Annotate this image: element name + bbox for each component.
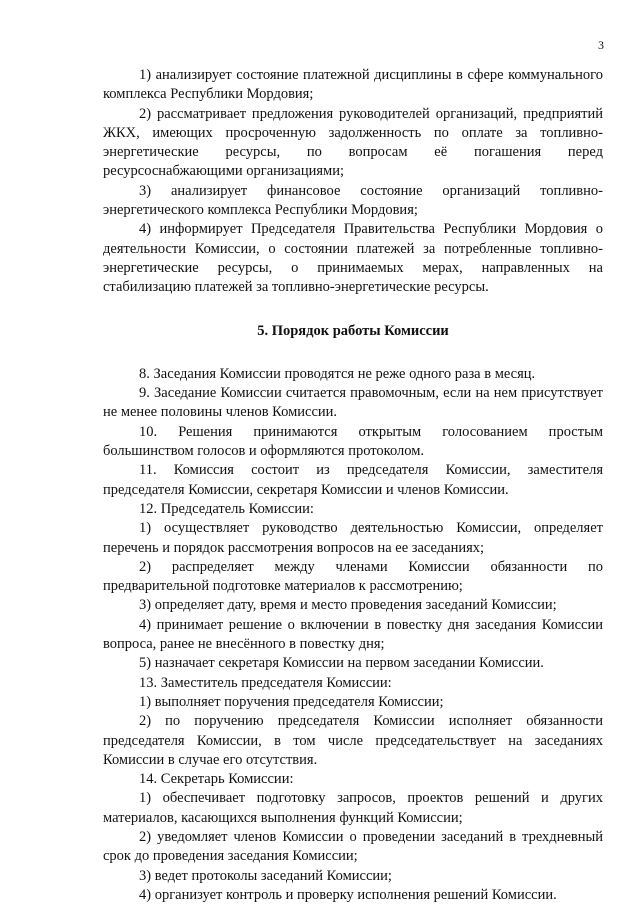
paragraph: 11. Комиссия состоит из председателя Комиссии, заместителя председателя Комиссии, секретаря Комиссии и членов Комиссии. — [103, 462, 603, 498]
section-heading: 5. Порядок работы Комиссии — [257, 322, 449, 339]
paragraph: 8. Заседания Комиссии проводятся не реже одного раза в месяц. — [139, 365, 536, 382]
paragraph: 3) ведет протоколы заседаний Комиссии; — [139, 867, 392, 884]
paragraph: 14. Секретарь Комиссии: — [139, 771, 294, 788]
paragraph: 2) рассматривает предложения руководителей организаций, предприятий ЖКХ, имеющих просроченную задолженность по оплате за топливно-энергетические ресурсы, по вопросам её погашения перед ресурсоснабжающими организациями; — [103, 105, 603, 180]
paragraph: 10. Решения принимаются открытым голосованием простым большинством голосов и оформляются протоколом. — [103, 423, 603, 460]
paragraph: 4) информирует Председателя Правительства Республики Мордовия о деятельности Комиссии, о состоянии платежей за потребленные топливно-энергетические ресурсы, о принимаемых мерах, направленных на стабилизацию платежей за топливно-энергетические ресурсы. — [103, 221, 603, 296]
paragraph: 5) назначает секретаря Комиссии на первом заседании Комиссии. — [139, 655, 544, 672]
paragraph: 4) организует контроль и проверку исполнения решений Комиссии. — [139, 886, 557, 903]
paragraph: 1) анализирует состояние платежной дисциплины в сфере коммунального комплекса Республики Мордовия; — [103, 67, 603, 103]
paragraph: 1) осуществляет руководство деятельностью Комиссии, определяет перечень и порядок рассмотрения вопросов на ее заседаниях; — [103, 520, 603, 556]
paragraph: 2) по поручению председателя Комиссии исполняет обязанности председателя Комиссии, в том числе председательствует на заседаниях Комиссии в случае его отсутствия. — [103, 713, 603, 768]
document-body — [103, 66, 603, 905]
paragraph: 2) уведомляет членов Комиссии о проведении заседаний в трехдневный срок до проведения заседания Комиссии; — [103, 828, 603, 865]
paragraph: 12. Председатель Комиссии: — [139, 500, 314, 517]
page-number: 3 — [598, 38, 604, 52]
paragraph: 1) обеспечивает подготовку запросов, проектов решений и других материалов, касающихся выполнения функций Комиссии; — [103, 790, 603, 826]
paragraph: 13. Заместитель председателя Комиссии: — [139, 674, 392, 691]
paragraph: 3) определяет дату, время и место проведения заседаний Комиссии; — [139, 597, 557, 614]
paragraph: 4) принимает решение о включении в повестку дня заседания Комиссии вопроса, ранее не внесённого в повестку дня; — [103, 616, 603, 653]
paragraph: 3) анализирует финансовое состояние организаций топливно-энергетического комплекса Республики Мордовия; — [103, 182, 603, 219]
paragraph: 1) выполняет поручения председателя Комиссии; — [139, 693, 444, 710]
paragraph: 9. Заседание Комиссии считается правомочным, если на нем присутствует не менее половины членов Комиссии. — [103, 385, 603, 421]
paragraph: 2) распределяет между членами Комиссии обязанности по предварительной подготовке материалов к рассмотрению; — [103, 558, 603, 595]
